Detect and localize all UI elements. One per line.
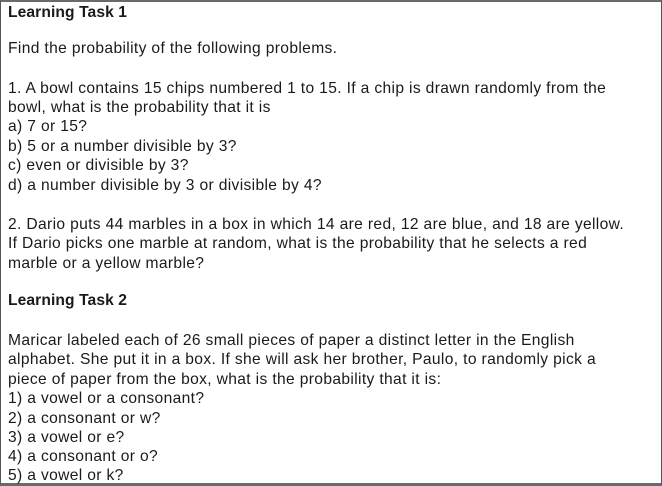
problem-1-text: bowl, what is the probability that it is bbox=[8, 99, 271, 116]
problem-1-item-c: c) even or divisible by 3? bbox=[8, 157, 189, 174]
instruction-text: Find the probability of the following problems. bbox=[8, 40, 338, 57]
task-2-text: piece of paper from the box, what is the probability that it is: bbox=[8, 371, 442, 388]
problem-1-item-b: b) 5 or a number divisible by 3? bbox=[8, 138, 237, 155]
learning-task-1-heading: Learning Task 1 bbox=[8, 4, 128, 21]
task-2-item-2: 2) a consonant or w? bbox=[8, 410, 161, 427]
problem-2-text: If Dario picks one marble at random, what is the probability that he selects a red bbox=[8, 235, 588, 252]
learning-task-2-heading: Learning Task 2 bbox=[8, 292, 128, 309]
problem-1-text: 1. A bowl contains 15 chips numbered 1 to 15. If a chip is drawn randomly from the bbox=[8, 80, 607, 97]
task-2-text: Maricar labeled each of 26 small pieces of paper a distinct letter in the English bbox=[8, 332, 575, 349]
problem-1-item-d: d) a number divisible by 3 or divisible by 4? bbox=[8, 177, 322, 194]
problem-2-text: marble or a yellow marble? bbox=[8, 255, 205, 272]
task-2-item-3: 3) a vowel or e? bbox=[8, 429, 125, 446]
problem-2-text: 2. Dario puts 44 marbles in a box in which 14 are red, 12 are blue, and 18 are yellow. bbox=[8, 216, 625, 233]
task-2-item-5: 5) a vowel or k? bbox=[8, 467, 124, 484]
problem-1-item-a: a) 7 or 15? bbox=[8, 118, 88, 135]
task-2-text: alphabet. She put it in a box. If she will ask her brother, Paulo, to randomly pick a bbox=[8, 351, 596, 368]
task-2-item-4: 4) a consonant or o? bbox=[8, 448, 159, 465]
task-2-item-1: 1) a vowel or a consonant? bbox=[8, 390, 205, 407]
